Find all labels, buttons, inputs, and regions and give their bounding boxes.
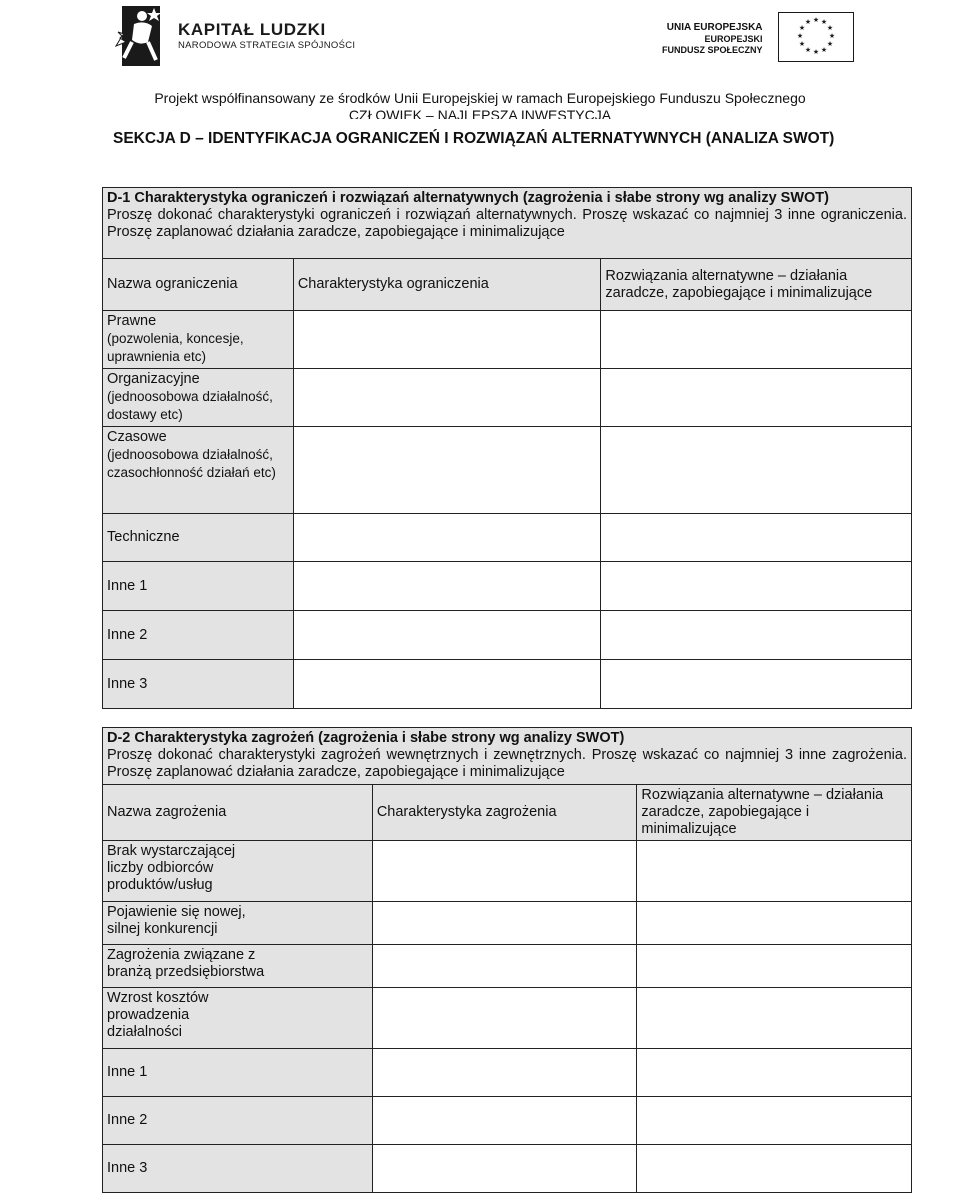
d2-header-cell — [103, 728, 912, 785]
svg-text:★: ★ — [826, 40, 834, 48]
d2-row-label: Wzrost kosztów prowadzenia działalności — [107, 990, 209, 1040]
svg-text:★: ★ — [820, 46, 828, 54]
d1-solution-input[interactable] — [601, 660, 912, 709]
d1-char-input[interactable] — [293, 562, 601, 611]
d1-row-title: Inne 3 — [103, 660, 294, 709]
eu-line-3: FUNDUSZ SPOŁECZNY — [662, 45, 763, 55]
d1-solution-input[interactable] — [601, 311, 912, 369]
svg-text:★: ★ — [820, 18, 828, 26]
d1-solution-input[interactable] — [601, 562, 912, 611]
d1-solution-input[interactable] — [601, 369, 912, 427]
d2-heading: D-2 Charakterystyka zagrożeń (zagrożenia i słabe strony wg analizy SWOT) — [107, 730, 625, 746]
d2-char-input[interactable] — [372, 1049, 637, 1097]
d1-row-title: Techniczne — [103, 514, 294, 562]
eu-line-2: EUROPEJSKI — [704, 34, 763, 44]
d2-row-title: Inne 3 — [103, 1145, 373, 1193]
d2-char-input[interactable] — [372, 902, 637, 945]
d1-solution-input[interactable] — [601, 427, 912, 514]
d1-row-title: Inne 1 — [103, 562, 294, 611]
logo-title: KAPITAŁ LUDZKI — [178, 20, 326, 39]
d1-col-solution-header: Rozwiązania alternatywne – działania zaradcze, zapobiegające i minimalizujące — [601, 259, 912, 311]
d2-row-title: Inne 1 — [103, 1049, 373, 1097]
d2-row-title — [103, 988, 373, 1049]
d1-solution-input[interactable] — [601, 611, 912, 660]
eu-text — [662, 22, 763, 56]
d2-instructions: Proszę dokonać charakterystyki zagrożeń wewnętrznych i zewnętrznych. Proszę wskazać co najmniej 3 inne zagrożenia. Proszę zaplanować działania zaradcze, zapobiegające i minimalizujące — [107, 747, 907, 780]
d1-row-title: Inne 2 — [103, 611, 294, 660]
d2-table — [102, 727, 912, 1193]
d1-char-input[interactable] — [293, 427, 601, 514]
kapital-ludzki-text — [178, 20, 355, 52]
d1-col-name-header: Nazwa ograniczenia — [103, 259, 294, 311]
svg-text:★: ★ — [798, 40, 806, 48]
d1-solution-input[interactable] — [601, 514, 912, 562]
section-title: SEKCJA D – IDENTYFIKACJA OGRANICZEŃ I ROZWIĄZAŃ ALTERNATYWNYCH (ANALIZA SWOT) — [113, 130, 835, 147]
d2-row-title: Inne 2 — [103, 1097, 373, 1145]
d2-col-char-header: Charakterystyka zagrożenia — [372, 785, 637, 841]
d2-solution-input[interactable] — [637, 988, 912, 1049]
d2-char-input[interactable] — [372, 841, 637, 902]
d1-heading: D-1 Charakterystyka ograniczeń i rozwiązań alternatywnych (zagrożenia i słabe strony wg analizy SWOT) — [107, 190, 829, 206]
d2-row-title — [103, 902, 373, 945]
d2-row-title — [103, 841, 373, 902]
d2-solution-input[interactable] — [637, 841, 912, 902]
d1-row-title: Czasowe — [107, 429, 167, 445]
d1-row-name — [103, 369, 294, 427]
d2-row-label: Brak wystarczającej liczby odbiorców produktów/usług — [107, 843, 236, 893]
svg-text:★: ★ — [812, 48, 820, 56]
d2-char-input[interactable] — [372, 945, 637, 988]
svg-text:★: ★ — [826, 24, 834, 32]
d2-row-label: Pojawienie się nowej, silnej konkurencji — [107, 904, 246, 937]
d2-solution-input[interactable] — [637, 945, 912, 988]
d1-char-input[interactable] — [293, 369, 601, 427]
d2-solution-input[interactable] — [637, 902, 912, 945]
d2-col-solution-header: Rozwiązania alternatywne – działania zaradcze, zapobiegające i minimalizujące — [637, 785, 912, 841]
page-header — [0, 0, 960, 120]
svg-text:★: ★ — [804, 18, 812, 26]
d2-char-input[interactable] — [372, 1097, 637, 1145]
svg-text:★: ★ — [796, 32, 804, 40]
svg-text:★: ★ — [804, 46, 812, 54]
logo-subtitle: NARODOWA STRATEGIA SPÓJNOŚCI — [178, 40, 356, 51]
d1-char-input[interactable] — [293, 660, 601, 709]
d1-char-input[interactable] — [293, 311, 601, 369]
d1-row-detail: (pozwolenia, koncesje, uprawnienia etc) — [107, 331, 244, 364]
d2-solution-input[interactable] — [637, 1145, 912, 1193]
d1-instructions: Proszę dokonać charakterystyki ograniczeń i rozwiązań alternatywnych. Proszę wskazać co najmniej 3 inne ograniczenia. Proszę zaplanować działania zaradcze, zapobiegające i minimalizujące — [107, 207, 907, 240]
svg-text:★: ★ — [812, 16, 820, 24]
d1-row-detail: (jednoosobowa działalność, dostawy etc) — [107, 389, 273, 422]
d2-char-input[interactable] — [372, 988, 637, 1049]
kapital-ludzki-logo-icon — [110, 2, 170, 68]
d1-col-char-header: Charakterystyka ograniczenia — [293, 259, 601, 311]
d2-row-label: Zagrożenia związane z branżą przedsiębiorstwa — [107, 947, 265, 980]
d1-row-title: Prawne — [107, 313, 157, 329]
d2-col-name-header: Nazwa zagrożenia — [103, 785, 373, 841]
eu-line-1: UNIA EUROPEJSKA — [666, 22, 763, 33]
svg-text:★: ★ — [828, 32, 836, 40]
d2-row-title — [103, 945, 373, 988]
d1-row-detail: (jednoosobowa działalność, czasochłonność działań etc) — [107, 447, 276, 480]
d2-solution-input[interactable] — [637, 1049, 912, 1097]
d1-header-cell — [103, 188, 912, 259]
d1-row-name — [103, 427, 294, 514]
d2-solution-input[interactable] — [637, 1097, 912, 1145]
d1-char-input[interactable] — [293, 611, 601, 660]
d1-char-input[interactable] — [293, 514, 601, 562]
d1-table — [102, 187, 912, 709]
svg-text:★: ★ — [798, 24, 806, 32]
project-cofinancing-line: Projekt współfinansowany ze środków Unii Europejskiej w ramach Europejskiego Funduszu Społecznego — [154, 90, 806, 106]
d1-row-name — [103, 311, 294, 369]
d2-char-input[interactable] — [372, 1145, 637, 1193]
slogan-line: CZŁOWIEK – NAJLEPSZA INWESTYCJA — [348, 107, 612, 119]
d1-row-title: Organizacyjne — [107, 371, 200, 387]
eu-flag-icon — [778, 12, 854, 62]
